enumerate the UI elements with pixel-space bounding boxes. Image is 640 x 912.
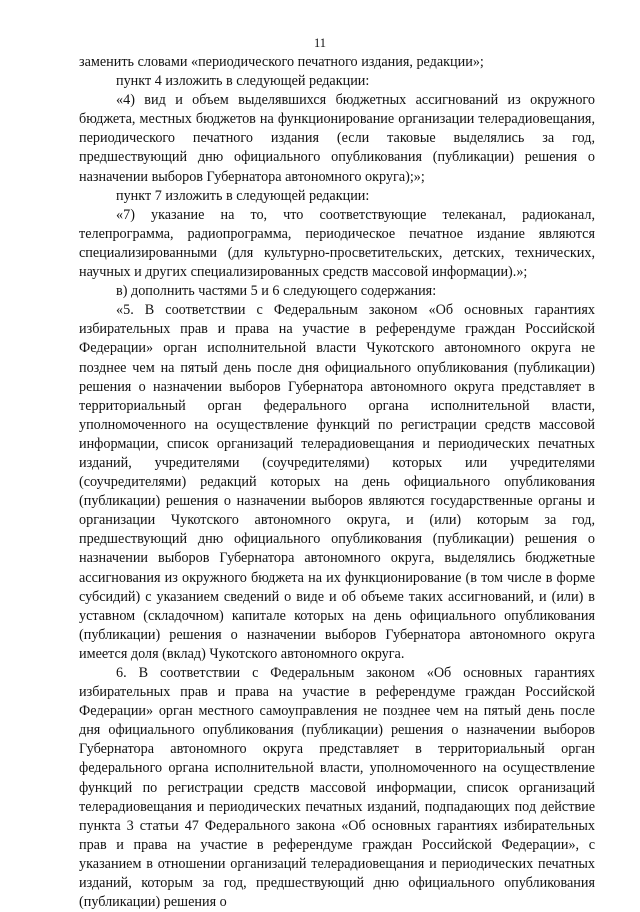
paragraph-item-4-intro: пункт 4 изложить в следующей редакции: — [116, 73, 370, 90]
document-body — [79, 53, 595, 912]
paragraph-item-4-text: «4) вид и объем выделявшихся бюджетных ассигнований из окружного бюджета, местных бюджетов на функционирование организации телерадиовещания, периодического печатного издания (если таковые выделялись за год, предшествующий дню официального опубликования (публикации) решения о назначении выборов Губернатора автономного округа);»; — [79, 92, 595, 185]
paragraph-replacement-clause: заменить словами «периодического печатного издания, редакции»; — [79, 54, 484, 70]
paragraph-part-6: 6. В соответствии с Федеральным законом «Об основных гарантиях избирательных прав и права на участие в референдуме граждан Российской Федерации» орган местного самоуправления не позднее чем на пятый день после дня официального опубликования (публикации) решения о назначении выборов Губернатора автономного округа представляет в территориальный орган федерального органа исполнительной власти, уполномоченного на осуществление функций по регистрации средств массовой информации, список организаций телерадиовещания и периодических печатных изданий, подпадающих под действие пункта 3 статьи 47 Федерального закона «Об основных гарантиях избирательных прав и права на участие в референдуме граждан Российской Федерации», с указанием в отношении организаций телерадиовещания и периодических печатных изданий, которым за год, предшествующий дню официального опубликования (публикации) решения о — [79, 665, 595, 911]
paragraph-part-5: «5. В соответствии с Федеральным законом «Об основных гарантиях избирательных прав и права на участие в референдуме граждан Российской Федерации» орган исполнительной власти Чукотского автономного округа не позднее чем на пятый день после дня официального опубликования (публикации) решения о назначении выборов Губернатора автономного округа представляет в территориальный орган федерального органа исполнительной власти, уполномоченного на осуществление функций по регистрации средств массовой информации, список организаций телерадиовещания и периодических печатных изданий, учредителями (соучредителями) которых или учредителями (соучредителями) редакций которых на день официального опубликования (публикации) решения о назначении выборов являются государственные органы и организации Чукотского автономного округа, и (или) которым за год, предшествующий дню официального опубликования (публикации) решения о назначении выборов Губернатора автономного округа, выделялись бюджетные ассигнования из окружного бюджета на их функционирование (в том числе в форме субсидий) с указанием сведений о виде и об объеме таких ассигнований, и (или) в уставном (складочном) капитале которых на день официального опубликования (публикации) решения о назначении выборов Губернатора автономного округа имеется доля (вклад) Чукотского автономного округа. — [79, 302, 595, 662]
paragraph-item-7-text: «7) указание на то, что соответствующие телеканал, радиоканал, телепрограмма, радиопрограмма, периодическое печатное издание являются специализированными (для культурно-просветительских, детских, технических, научных и других специализированных средств массовой информации).»; — [79, 206, 595, 281]
paragraph-parts-5-6-intro: в) дополнить частями 5 и 6 следующего содержания: — [116, 283, 437, 300]
page-number: 11 — [313, 36, 327, 50]
paragraph-item-7-intro: пункт 7 изложить в следующей редакции: — [116, 187, 370, 204]
